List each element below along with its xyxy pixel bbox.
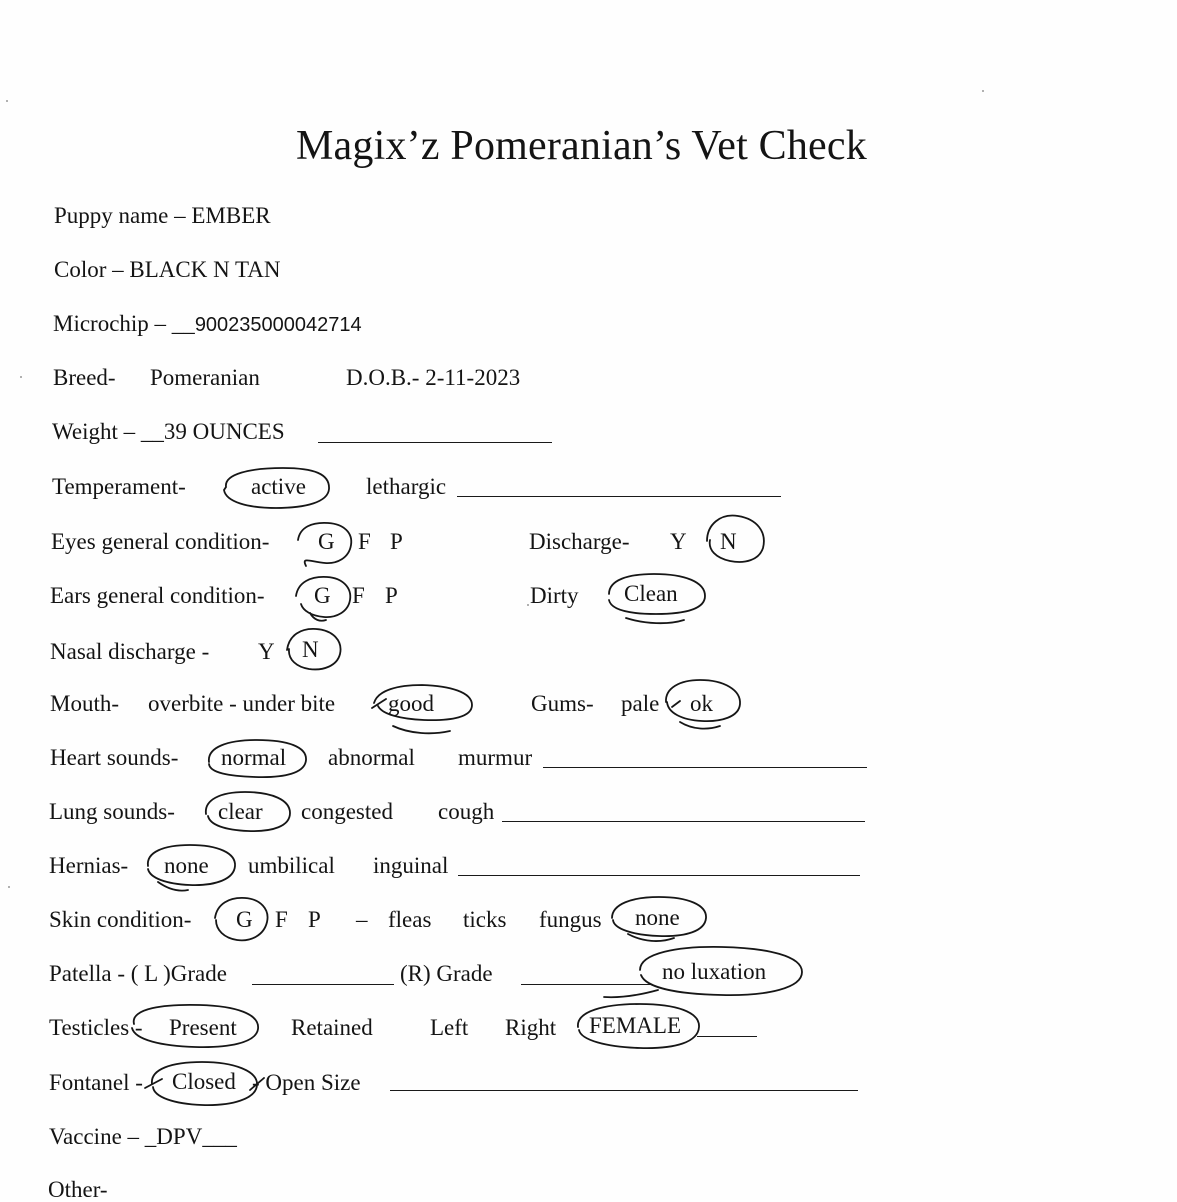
fontanel-underline [390,1090,858,1091]
heart-option-normal: normal [221,745,287,770]
skin-label: Skin condition- [49,907,192,932]
eyes-label: Eyes general condition- [51,529,270,554]
testicles-label: Testicles - [49,1015,143,1040]
lung-option-clear: clear [218,799,263,824]
color-label: Color – [54,257,130,282]
skin-option-f: F [275,907,288,932]
fontanel-open-size-label: - Open Size [252,1070,361,1095]
weight-label: Weight – __ [52,419,164,444]
scan-speck [20,376,22,378]
scan-speck [8,886,10,888]
hernias-underline [458,875,860,876]
temperament-label: Temperament- [52,474,186,499]
eyes-option-p: P [390,529,403,554]
gums-label: Gums- [531,691,594,716]
puppy-name-value: EMBER [191,203,271,228]
vaccine-label: Vaccine – _ [49,1124,157,1149]
hernias-label: Hernias- [49,853,129,878]
temperament-underline [457,496,781,497]
dob-row [346,366,520,389]
skin-option-ticks: ticks [463,907,507,932]
heart-label: Heart sounds- [50,745,179,770]
color-row [54,258,280,281]
weight-value: 39 OUNCES [163,419,285,444]
scan-speck [6,100,8,102]
skin-dash: – [356,907,368,932]
circle-mark-patella-extra [604,990,658,997]
form-title: Magix’z Pomeranian’s Vet Check [296,123,867,169]
puppy-name-row [54,204,271,227]
temperament-option-lethargic: lethargic [366,474,447,499]
mouth-selected-good: good [388,691,434,716]
microchip-label: Microchip – __ [53,311,195,336]
testicles-option-present: Present [169,1015,237,1040]
fontanel-label: Fontanel - [49,1070,143,1095]
circle-mark-mouth-good-tail [393,726,450,733]
heart-option-abnormal: abnormal [328,745,415,770]
mouth-label: Mouth- [50,691,119,716]
lung-label: Lung sounds- [49,799,175,824]
nasal-label: Nasal discharge - [50,639,210,664]
gums-option-ok: ok [690,691,713,716]
ears-option-g: G [314,583,331,608]
circle-mark-ears-clean-tail [626,618,684,623]
ears-option-clean: Clean [624,581,678,606]
color-value: BLACK N TAN [129,257,281,282]
patella-left-label: Patella - ( L )Grade [49,961,227,986]
microchip-row [53,312,362,335]
patella-left-underline [252,984,394,985]
hernias-option-none: none [164,853,209,878]
skin-parasite-none: none [635,905,680,930]
hernias-option-umbilical: umbilical [248,853,335,878]
temperament-option-active: active [251,474,306,499]
patella-right-label: (R) Grade [400,961,493,986]
circle-mark-ears-g-tail [310,613,326,621]
scan-speck [527,604,529,606]
vaccine-trail: ___ [202,1124,237,1149]
weight-underline [318,442,552,443]
lung-option-cough: cough [438,799,495,824]
patella-value: no luxation [662,959,767,984]
heart-underline [543,767,867,768]
scan-speck [982,90,984,92]
nasal-option-n: N [302,637,319,662]
weight-row [52,420,285,443]
skin-option-p: P [308,907,321,932]
testicles-option-right: Right [505,1015,557,1040]
discharge-option-y: Y [670,529,687,554]
vaccine-row [49,1125,237,1148]
lung-underline [502,821,865,822]
circle-mark-skin-none-tail [628,934,674,941]
hernias-option-inguinal: inguinal [373,853,449,878]
dob-value: 2-11-2023 [425,365,521,390]
ears-label: Ears general condition- [50,583,265,608]
testicles-option-retained: Retained [291,1015,373,1040]
breed-value: Pomeranian [150,365,260,390]
puppy-name-label: Puppy name – [54,203,192,228]
discharge-label: Discharge- [529,529,630,554]
eyes-option-f: F [358,529,371,554]
skin-option-g: G [236,907,253,932]
breed-label: Breed- [53,365,116,390]
patella-right-underline [521,984,651,985]
stray-mark-good-left [372,699,386,708]
nasal-option-y: Y [258,639,275,664]
gums-option-pale: pale [621,691,660,716]
vaccine-value: DPV [156,1124,203,1149]
eyes-option-g: G [318,529,335,554]
testicles-underline [697,1036,757,1037]
discharge-option-n: N [720,529,737,554]
other-label: Other- [48,1177,108,1202]
testicles-note-female: FEMALE [589,1013,681,1038]
dob-label: D.O.B.- [346,365,426,390]
mouth-options: overbite - under bite [148,691,336,716]
stray-mark-ok-left [672,701,680,707]
skin-option-fleas: fleas [388,907,432,932]
fontanel-selected-closed: Closed [172,1069,236,1094]
circle-mark-fontanel-dash-left [145,1079,162,1088]
ears-option-p: P [385,583,398,608]
skin-option-fungus: fungus [539,907,602,932]
ears-option-f: F [352,583,365,608]
testicles-option-left: Left [430,1015,469,1040]
lung-option-congested: congested [301,799,393,824]
circle-mark-hernias-none-tail [158,882,188,891]
microchip-value: 900235000042714 [194,314,362,336]
circle-mark-gums-ok-tail [680,722,720,729]
heart-option-murmur: murmur [458,745,533,770]
ears-option-dirty: Dirty [530,583,579,608]
